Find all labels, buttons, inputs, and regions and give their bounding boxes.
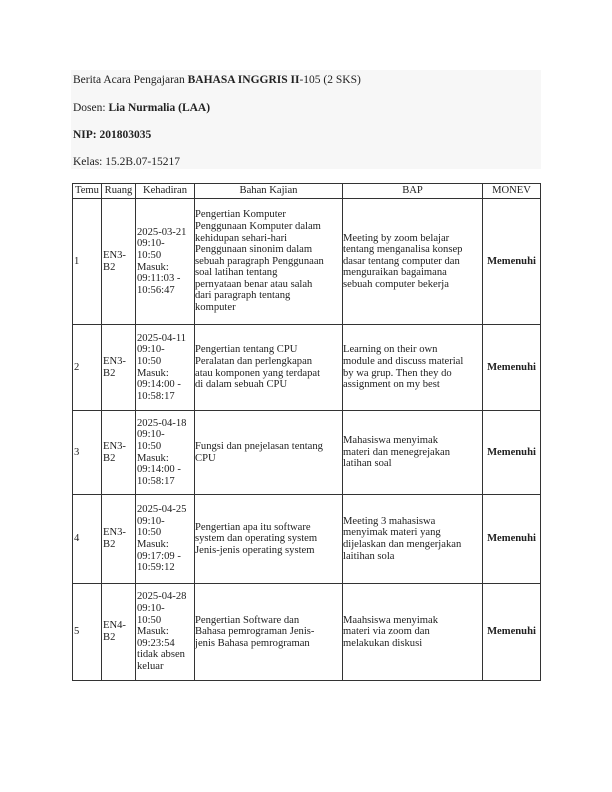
table-row [73, 584, 541, 681]
bap-cell-line: dijelaskan dan mengerjakan [343, 539, 462, 550]
ruang-cell-line: B2 [103, 367, 116, 379]
ruang-cell-line: EN3- [103, 355, 126, 367]
attendance-table [72, 183, 541, 681]
kehadiran-cell-line: 09:17:09 - [137, 550, 181, 562]
course-suffix: -105 (2 SKS) [299, 74, 361, 86]
monev-cell-line: Memenuhi [487, 626, 536, 638]
monev-cell-line: Memenuhi [487, 361, 536, 373]
lecturer-line [73, 101, 210, 115]
kehadiran-cell-line: 10:50 [137, 527, 162, 539]
temu-cell [73, 199, 102, 325]
kehadiran-cell [136, 325, 195, 411]
bahan-kajian-cell-line: CPU [195, 452, 216, 464]
kehadiran-cell-line: 09:14:00 - [137, 379, 181, 391]
bahan-kajian-cell-line: Penggunaan Komputer dalam [195, 220, 321, 232]
ruang-cell-line: EN3- [103, 440, 126, 452]
kehadiran-cell-line: 09:10- [137, 344, 165, 356]
temu-cell-line: 2 [74, 361, 80, 373]
monev-cell [483, 411, 541, 495]
temu-cell [73, 495, 102, 584]
ruang-cell [102, 411, 136, 495]
bap-cell-line: Learning on their own [343, 344, 438, 356]
bahan-kajian-cell [195, 199, 343, 325]
bahan-kajian-cell-line: Peralatan dan perlengkapan [195, 355, 313, 367]
bahan-kajian-cell-line: Fungsi dan pnejelasan tentang [195, 440, 323, 452]
bahan-kajian-cell-line: dari paragraph tentang [195, 290, 291, 302]
bap-cell-line: Meeting 3 mahasiswa [343, 515, 436, 527]
temu-cell-line: 5 [74, 626, 80, 638]
table-header-row [73, 184, 541, 199]
ruang-cell [102, 199, 136, 325]
lecturer-name: Lia Nurmalia (LAA) [108, 102, 211, 114]
header-bahan-kajian: Bahan Kajian [195, 184, 343, 199]
kehadiran-cell-line: 10:50 [137, 355, 162, 367]
kehadiran-cell-line: 10:59:12 [137, 562, 175, 574]
table-row [73, 495, 541, 584]
kehadiran-cell-line: 10:58:17 [137, 390, 175, 402]
bap-cell-line: Maahsiswa menyimak [343, 614, 439, 626]
temu-cell [73, 584, 102, 681]
bahan-kajian-cell [195, 495, 343, 584]
bap-cell-line: dasar tentang computer dan [343, 255, 460, 267]
kehadiran-cell [136, 495, 195, 584]
kehadiran-cell-line: 09:14:00 - [137, 464, 181, 476]
kehadiran-cell-line: 2025-04-18 [137, 417, 187, 429]
monev-cell-line: Memenuhi [487, 446, 536, 458]
monev-cell [483, 584, 541, 681]
ruang-cell [102, 325, 136, 411]
ruang-cell-line: B2 [103, 539, 116, 550]
temu-cell [73, 325, 102, 411]
kehadiran-cell-line: 10:50 [137, 614, 162, 626]
header-kehadiran: Kehadiran [136, 184, 195, 199]
bap-cell-line: materi via zoom dan [343, 626, 430, 638]
monev-cell [483, 199, 541, 325]
bahan-kajian-cell-line: Pengertian Komputer [195, 209, 286, 221]
bap-cell-line: materi dan menegrejakan [343, 446, 451, 458]
kehadiran-cell-line: tidak absen [137, 649, 185, 661]
kehadiran-cell-line: 10:56:47 [137, 284, 175, 296]
lecturer-label: Dosen: [73, 102, 109, 114]
bahan-kajian-cell-line: Jenis-jenis operating system [195, 544, 315, 556]
ruang-cell-line: EN3- [103, 527, 126, 539]
nip-line [73, 128, 151, 142]
kehadiran-cell [136, 584, 195, 681]
bap-cell [343, 411, 483, 495]
ruang-cell [102, 495, 136, 584]
kehadiran-cell [136, 411, 195, 495]
bap-cell-line: Mahasiswa menyimak [343, 435, 439, 447]
bap-cell [343, 584, 483, 681]
bap-cell-line: sebuah computer bekerja [343, 278, 449, 290]
table-row [73, 325, 541, 411]
bahan-kajian-cell [195, 325, 343, 411]
ruang-cell-line: B2 [103, 452, 116, 464]
kehadiran-cell-line: Masuk: [137, 452, 169, 464]
monev-cell-line: Memenuhi [487, 255, 536, 267]
document-header [71, 70, 541, 169]
bap-cell [343, 495, 483, 584]
bap-cell-line: module and discuss material [343, 355, 464, 367]
bahan-kajian-cell [195, 584, 343, 681]
monev-cell [483, 325, 541, 411]
kehadiran-cell [136, 199, 195, 325]
kehadiran-cell-line: 10:50 [137, 440, 162, 452]
kehadiran-cell-line: 2025-03-21 [137, 226, 187, 238]
nip-value: NIP: 201803035 [73, 129, 152, 141]
bahan-kajian-cell-line: Pengertian Software dan [195, 614, 300, 626]
ruang-cell [102, 584, 136, 681]
bahan-kajian-cell-line: atau komponen yang terdapat [195, 367, 321, 379]
temu-cell-line: 4 [74, 533, 80, 545]
bap-cell-line: laitihan sola [343, 550, 395, 562]
kehadiran-cell-line: 10:50 [137, 249, 162, 261]
bap-cell-line: assignment on my best [343, 379, 440, 391]
bahan-kajian-cell-line: komputer [195, 302, 236, 314]
table-row [73, 199, 541, 325]
bahan-kajian-cell-line: Bahasa pemrograman Jenis- [195, 626, 315, 638]
header-monev: MONEV [483, 184, 541, 199]
course-name: BAHASA INGGRIS II [187, 74, 300, 86]
bahan-kajian-cell-line: pernyataan benar atau salah [195, 278, 313, 290]
class-line: Kelas: 15.2B.07-15217 [73, 156, 181, 168]
temu-cell-line: 3 [74, 446, 80, 458]
monev-cell-line: Memenuhi [487, 533, 536, 545]
header-temu: Temu [73, 184, 102, 199]
bahan-kajian-cell-line: di dalam sebuah CPU [195, 379, 288, 391]
bap-cell-line: menguraikan bagaimana [343, 267, 447, 279]
temu-cell [73, 411, 102, 495]
bap-cell-line: melakukan diskusi [343, 637, 423, 649]
bap-cell-line: menyimak materi yang [343, 527, 441, 539]
kehadiran-cell-line: Masuk: [137, 367, 169, 379]
kehadiran-cell-line: 09:23:54 [137, 637, 175, 649]
bap-cell-line: tentang menganalisa konsep [343, 244, 463, 256]
kehadiran-cell-line: 09:10- [137, 429, 165, 441]
header-bap: BAP [343, 184, 483, 199]
bahan-kajian-cell-line: sebuah paragraph Penggunaan [195, 255, 324, 267]
bahan-kajian-cell-line: Pengertian apa itu software [195, 521, 311, 533]
kehadiran-cell-line: 09:11:03 - [137, 273, 181, 285]
ruang-cell-line: EN4- [103, 620, 126, 632]
temu-cell-line: 1 [74, 255, 80, 267]
kehadiran-cell-line: Masuk: [137, 539, 169, 550]
ruang-cell-line: EN3- [103, 249, 126, 261]
kehadiran-cell-line: 2025-04-11 [137, 332, 187, 344]
table-row [73, 411, 541, 495]
header-ruang: Ruang [102, 184, 136, 199]
bahan-kajian-cell-line: jenis Bahasa pemrograman [195, 637, 310, 649]
bap-cell [343, 199, 483, 325]
kehadiran-cell-line: 2025-04-28 [137, 591, 187, 603]
kehadiran-cell-line: Masuk: [137, 626, 169, 638]
ruang-cell-line: B2 [103, 632, 116, 643]
ruang-cell-line: B2 [103, 261, 116, 273]
bahan-kajian-cell-line: kehidupan sehari-hari [195, 232, 288, 244]
bahan-kajian-cell-line: Pengertian tentang CPU [195, 344, 298, 356]
course-prefix: Berita Acara Pengajaran [73, 74, 188, 86]
bap-cell [343, 325, 483, 411]
bahan-kajian-cell [195, 411, 343, 495]
course-line [73, 73, 361, 87]
kehadiran-cell-line: keluar [137, 660, 164, 672]
bahan-kajian-cell-line: system dan operating system [195, 533, 318, 545]
bap-cell-line: Meeting by zoom belajar [343, 232, 450, 244]
kehadiran-cell-line: 09:10- [137, 238, 165, 250]
monev-cell [483, 495, 541, 584]
bahan-kajian-cell-line: soal latihan tentang [195, 267, 278, 279]
bap-cell-line: latihan soal [343, 458, 392, 470]
kehadiran-cell-line: 10:58:17 [137, 475, 175, 487]
bahan-kajian-cell-line: Penggunaan sinonim dalam [195, 244, 313, 256]
kehadiran-cell-line: 09:10- [137, 515, 165, 527]
kehadiran-cell-line: Masuk: [137, 261, 169, 273]
bap-cell-line: by wa grup. Then they do [343, 367, 452, 379]
kehadiran-cell-line: 2025-04-25 [137, 504, 187, 516]
kehadiran-cell-line: 09:10- [137, 603, 165, 615]
